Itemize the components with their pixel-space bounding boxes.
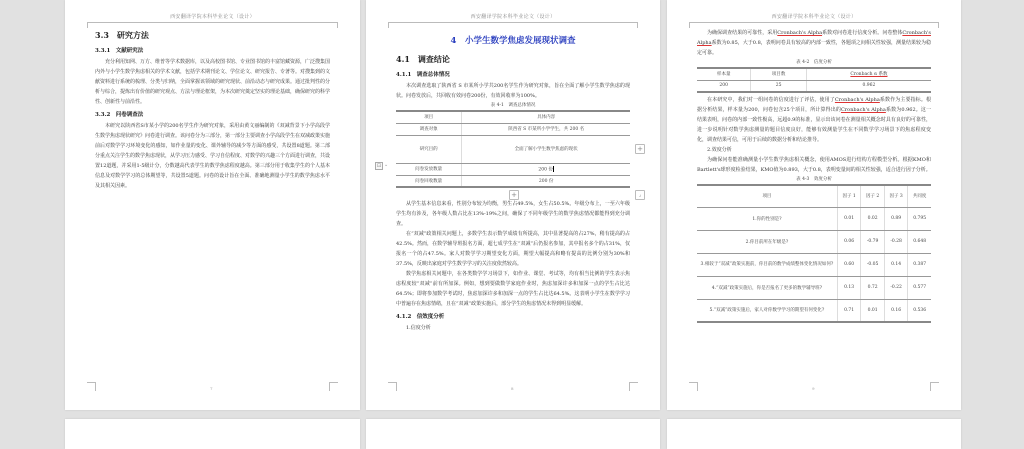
table-header: 具体内容 (462, 111, 630, 123)
table-cell[interactable]: 0.577 (908, 276, 931, 299)
table-cell[interactable]: 研究目的 (396, 135, 462, 163)
table-cell[interactable]: 0.60 (837, 253, 860, 276)
table-cell[interactable]: -0.28 (884, 230, 907, 253)
margin-corner-mark (388, 382, 397, 391)
paragraph[interactable]: 充分利用知网、万方、维普等学术数据库，以及高校图书馆、专业图书馆的丰富馆藏资源，广泛搜集国内外与小学生数学焦虑相关的学术文献，包括学术期刊论文、学位论文、研究报告、专著等。对搜集到的文献资料进行系统的梳理、分类与归纳，全面掌握该领域的研究现状、前沿动态与研究成果。通过批判性的分析与综合，提炼出有价值的研究观点、方法与理论框架，为本次研究奠定坚实的理论基础，确保研究的科学性、创新性与前沿性。 (95, 59, 331, 105)
page-number: 9 (812, 386, 815, 391)
table-row (396, 163, 630, 175)
table-cell[interactable]: 0.01 (837, 207, 860, 230)
table-cell-active[interactable] (462, 163, 630, 175)
page-content[interactable] (95, 28, 330, 191)
table-row (697, 299, 931, 322)
table-wrapper (376, 110, 643, 199)
table-row (396, 135, 630, 163)
add-column-button[interactable]: + (635, 144, 645, 154)
table-cell[interactable]: 调查对象 (396, 123, 462, 135)
paragraph[interactable]: 本次调查选取了陕西省 S 市某所小学共200名学生作为研究对象，旨在全面了解小学生数学焦虑的现状。问卷发放后，共回收有效问卷200份，有效回收率为100%。 (396, 83, 630, 99)
paragraph[interactable] (697, 95, 931, 145)
table-header: Cronbach α 系数 (806, 68, 931, 80)
table-caption: 表 4-2 信度分析 (796, 60, 832, 65)
spellcheck-flagged-term[interactable]: Cronbach's Alpha (697, 30, 931, 46)
subsection-heading: 3.3.1 文献研究法 (95, 48, 144, 54)
table-header: 因子 2 (861, 185, 884, 207)
paragraph[interactable]: 为确保问卷能准确测量小学生数学焦虑相关概念，使用AMOS进行结构方程模型分析。根据KMO和Bartlett's球形度检验结果，KMO值为0.893，大于0.8，表明变量间的相关性较强，适合进行因子分析。 (697, 157, 931, 173)
page-header: 西安翻译学院本科毕业论文（设计） (170, 14, 255, 20)
resize-table-icon[interactable]: ⌟ (635, 190, 645, 200)
table-cell[interactable]: 陕西省 S 市某所小学学生，共 200 名 (462, 123, 630, 135)
text-run: 系数为0.962。这一结果表明，问卷的内部一致性极高，远超0.9的标准，显示出该问卷在测量相关概念时具有良好的可靠性，进一步说明针对数学焦虑测量的题目信度良好，能够有效测量学生在不同数学学习场景下的焦虑程度变化，调查结果可信，可用于后续的数据分析和结论推导。 (697, 107, 931, 143)
table-cell[interactable]: -0.79 (861, 230, 884, 253)
table-cell[interactable]: -0.05 (861, 253, 884, 276)
table-cell[interactable]: 0.536 (908, 299, 931, 322)
chevron-down-icon[interactable]: ⌄ (384, 162, 389, 168)
table-cell[interactable]: 5.“双减”政策实施后，家人对你数学学习的期望有何变化? (697, 299, 837, 322)
table-cell[interactable]: 0.13 (837, 276, 860, 299)
header-rule (689, 22, 939, 23)
paragraph[interactable]: 本研究以陕西省S市某小学的200名学生作为研究对象，采用由黄文丽编制的《双减背景下小学高段学生数学焦虑现状研究》问卷进行调查。该问卷分为三部分，第一部分主要调查小学高段学生在双减政策实施前后对数学学习环境变化的感知，如作业量的变化、课外辅导的减少等方面的感受，共设置8道题。第二部分重点关注学生的数学焦虑现状，从学习压力感受、学习自信程度、对数学的兴趣三个方面进行调查，共设置12道题，并采用1-5级计分，分数越高代表学生的数学焦虑程度越高。第三部分用于收集学生的个人基本信息及对数学学习的总体期望等，共设置5道题。问卷的设计旨在全面、准确地测量小学生的数学焦虑水平及其相关因素。 (95, 123, 331, 189)
spellcheck-flagged-term[interactable]: Cronbach's Alpha (834, 97, 880, 103)
table-header: 样本量 (697, 68, 751, 80)
table-cell[interactable]: 25 (751, 80, 806, 92)
table-row (396, 123, 630, 135)
paragraph[interactable]: 在“双减”政策相关问题上，多数学生表示数学成绩有所提高，其中显著提高的占27%，稍有提高的占42.5%。然而，在数学辅导班报名方面，超七成学生在“双减”后仍报名参加，其中报名多个的占31%，仅报名一个的占47.5%。家人对数学学习期望变化方面，期望大幅提高和略有提高的比例分别为30%和37.5%，反映出家庭对学生数学学习的关注度依然较高。 (396, 231, 630, 267)
list-item[interactable]: 1.信度分析 (406, 325, 431, 331)
document-page-10[interactable] (65, 419, 360, 449)
table-cell[interactable]: 1.你的性别是? (697, 207, 837, 230)
text-run: 系数为0.85，大于0.8，表明问卷具有较高的内部一致性，各题项之间相关性较强，测量结果较为稳定可靠。 (697, 40, 931, 56)
table-cell[interactable]: 0.71 (837, 299, 860, 322)
margin-corner-mark (689, 382, 698, 391)
table-header: 共同度 (908, 185, 931, 207)
table-cell[interactable]: 问卷回收数量 (396, 175, 462, 187)
table-caption: 表 4-3 效度分析 (796, 177, 832, 182)
table-cell[interactable]: 0.02 (861, 207, 884, 230)
table-header: 因子 1 (837, 185, 860, 207)
margin-corner-mark (87, 382, 96, 391)
table-cell[interactable]: 0.387 (908, 253, 931, 276)
table-cell[interactable]: 0.06 (837, 230, 860, 253)
table-cell[interactable]: 200 (697, 80, 751, 92)
table-row (697, 253, 931, 276)
text-run: 为确保调查结果的可靠性，采用 (707, 30, 778, 36)
document-page-12[interactable] (667, 419, 961, 449)
survey-overview-table[interactable] (396, 110, 630, 188)
cell-text: 200 份 (538, 167, 553, 173)
table-header: 项目 (396, 111, 462, 123)
page-header: 西安翻译学院本科毕业论文（设计） (771, 14, 857, 20)
table-cell[interactable]: 0.648 (908, 230, 931, 253)
page-content[interactable] (376, 28, 643, 333)
page-content[interactable] (697, 28, 931, 323)
add-row-button[interactable]: + (509, 190, 519, 200)
table-row (697, 80, 931, 92)
table-row (697, 230, 931, 253)
table-row (396, 175, 630, 187)
table-move-handle-icon[interactable]: ⊡ (376, 163, 382, 169)
table-cell[interactable]: 0.01 (861, 299, 884, 322)
text-run: 系数作为主要指标。根据分析结果，样本量为200，问卷包含25个项目，所计算得出的 (697, 97, 931, 113)
table-cell[interactable]: 4.“双减”政策实施后，你是否报名了更多的数学辅导班? (697, 276, 837, 299)
table-cell[interactable]: 0.89 (884, 207, 907, 230)
table-header: 项目 (697, 185, 837, 207)
document-page-8[interactable] (366, 0, 660, 410)
reliability-table[interactable] (697, 67, 931, 93)
table-cell[interactable]: 0.795 (908, 207, 931, 230)
text-run: 在本研究中，我们对一组问卷的信度进行了评估，使用了 (707, 97, 835, 103)
table-header: 项目数 (751, 68, 806, 80)
document-page-7[interactable] (65, 0, 360, 410)
margin-corner-mark (329, 382, 338, 391)
text-run: 系数对问卷进行信度分析。问卷整体 (822, 30, 903, 36)
table-cell[interactable]: 0.962 (806, 80, 931, 92)
table-cell[interactable]: 0.72 (861, 276, 884, 299)
list-item[interactable]: 2.效度分析 (707, 147, 732, 153)
table-cell[interactable]: 问卷发放数量 (396, 163, 462, 175)
margin-corner-mark (930, 382, 939, 391)
table-cell[interactable]: 2.你目前所在年级是? (697, 230, 837, 253)
table-cell[interactable]: 3.相较于“双减”政策实施前，你目前的数学成绩整体变化情况如何? (697, 253, 837, 276)
table-cell[interactable]: 200 份 (462, 175, 630, 187)
paragraph[interactable] (697, 28, 931, 58)
table-cell[interactable]: -0.22 (884, 276, 907, 299)
header-rule (388, 22, 638, 23)
table-header: 因子 3 (884, 185, 907, 207)
document-page-9[interactable] (667, 0, 961, 410)
table-row (697, 276, 931, 299)
section-heading: 4.1 调查结论 (396, 54, 450, 64)
document-page-11[interactable] (366, 419, 660, 449)
table-caption: 表 4-1 调查总体情况 (490, 103, 536, 108)
paragraph[interactable]: 从学生基本信息来看，性别分布较为均衡，男生占49.5%，女生占50.5%。年级分布上，一至六年级学生均有涉及，各年级人数占比在13%-19%之间，确保了不同年级学生的数学焦虑情况都能得到充分调查。 (396, 201, 630, 227)
table-row (697, 207, 931, 230)
subsection-heading: 4.1.2 信效度分析 (396, 314, 445, 320)
spellcheck-flagged-term[interactable]: Cronbach's Alpha (840, 107, 886, 113)
header-rule (87, 22, 338, 23)
spellcheck-flagged-term[interactable]: Cronbach's Alpha (777, 30, 823, 36)
margin-corner-mark (629, 382, 638, 391)
table-cell[interactable]: 0.16 (884, 299, 907, 322)
subsection-heading: 4.1.1 调查总体情况 (396, 72, 450, 78)
subsection-heading: 3.3.2 问卷调查法 (95, 112, 144, 118)
page-number: 7 (210, 386, 213, 391)
section-heading: 3.3 研究方法 (95, 30, 149, 40)
validity-table[interactable] (697, 184, 931, 323)
page-number: 8 (511, 386, 514, 391)
chapter-title: 4 小学生数学焦虑发展现状调查 (450, 36, 576, 46)
table-cell[interactable]: 0.14 (884, 253, 907, 276)
page-header: 西安翻译学院本科毕业论文（设计） (470, 14, 556, 20)
table-cell[interactable]: 全面了解小学生数学焦虑的现状 (462, 135, 630, 163)
text-cursor (553, 166, 554, 172)
paragraph[interactable]: 数学焦虑相关问题中，在各类数学学习场景下，如作业、课堂、考试等，均有相当比例的学生表示焦虑程度较“双减”前有所加深。例如，想到要做数学家庭作业时，焦虑加深许多和加深一点的学生占比达64.5%；即将参加数学考试时，焦虑加深许多和加深一点的学生占比达64.5%。这表明小学生在数学学习中普遍存在焦虑情绪，且在“双减”政策实施后，部分学生的焦虑情况未得到明显缓解。 (396, 271, 630, 307)
